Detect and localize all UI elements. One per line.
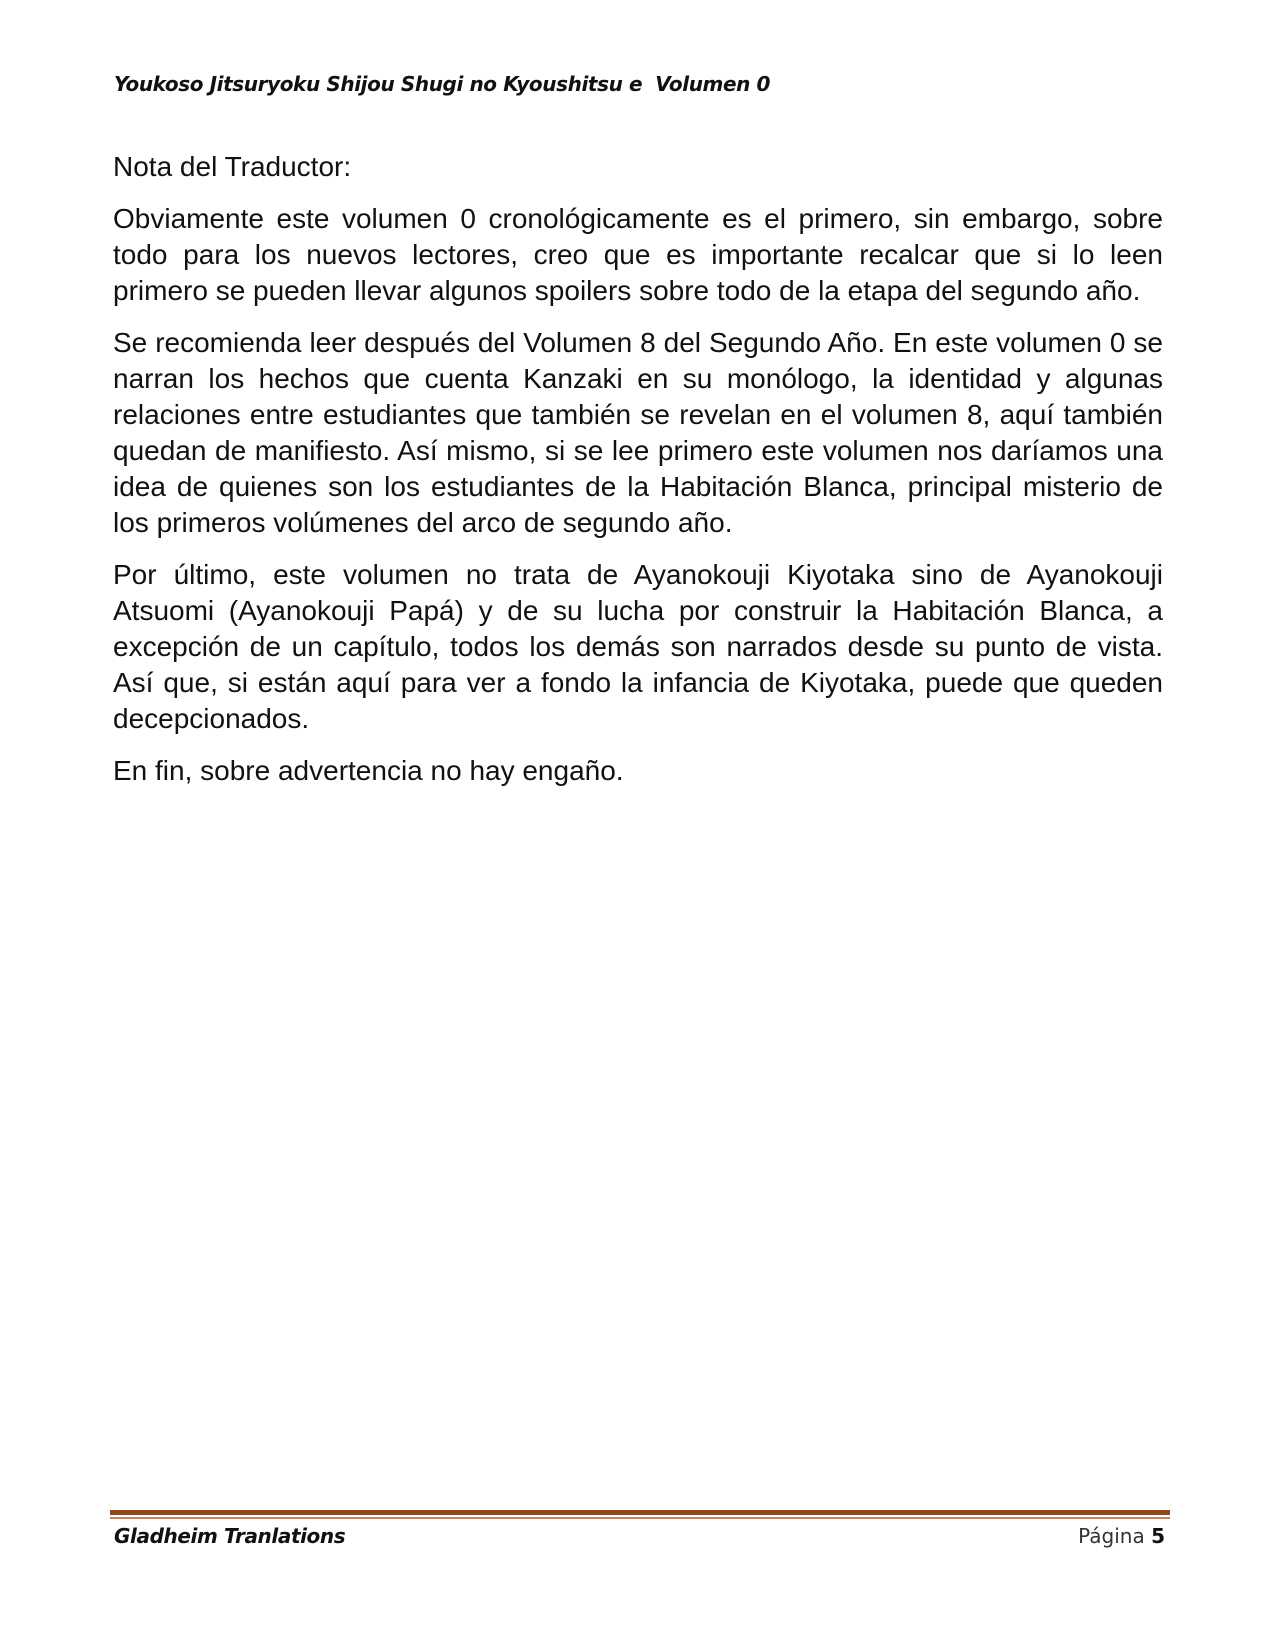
footer-page-number: 5 — [1151, 1524, 1165, 1548]
footer-publisher: Gladheim Tranlations — [114, 1524, 346, 1548]
footer-divider-thin-line — [110, 1517, 1170, 1519]
paragraph-4: En fin, sobre advertencia no hay engaño. — [113, 755, 624, 786]
paragraph-1: Obviamente este volumen 0 cronológicamente es el primero, sin embargo, sobre todo para los nuevos lectores, creo que es importante recalcar que si lo leen primero se pueden llevar algunos spoilers sobre todo de la etapa del segundo año. — [113, 203, 1163, 306]
page-content — [113, 149, 1163, 805]
footer-page-indicator — [1078, 1524, 1165, 1548]
paragraph-3: Por último, este volumen no trata de Ayanokouji Kiyotaka sino de Ayanokouji Atsuomi (Ayanokouji Papá) y de su lucha por construir la Habitación Blanca, a excepción de un capítulo, todos los demás son narrados desde su punto de vista. Así que, si están aquí para ver a fondo la infancia de Kiyotaka, puede que queden decepcionados. — [113, 559, 1163, 734]
footer-page-label: Página — [1078, 1524, 1145, 1548]
section-heading: Nota del Traductor: — [113, 151, 352, 182]
paragraph-2: Se recomienda leer después del Volumen 8 del Segundo Año. En este volumen 0 se narran los hechos que cuenta Kanzaki en su monólogo, la identidad y algunas relaciones entre estudiantes que también se revelan en el volumen 8, aquí también quedan de manifiesto. Así mismo, si se lee primero este volumen nos daríamos una idea de quienes son los estudiantes de la Habitación Blanca, principal misterio de los primeros volúmenes del arco de segundo año. — [113, 327, 1163, 538]
running-header-title: Youkoso Jitsuryoku Shijou Shugi no Kyoushitsu e Volumen 0 — [114, 72, 771, 96]
footer-divider-thick-line — [110, 1510, 1170, 1515]
footer-divider — [110, 1510, 1170, 1520]
